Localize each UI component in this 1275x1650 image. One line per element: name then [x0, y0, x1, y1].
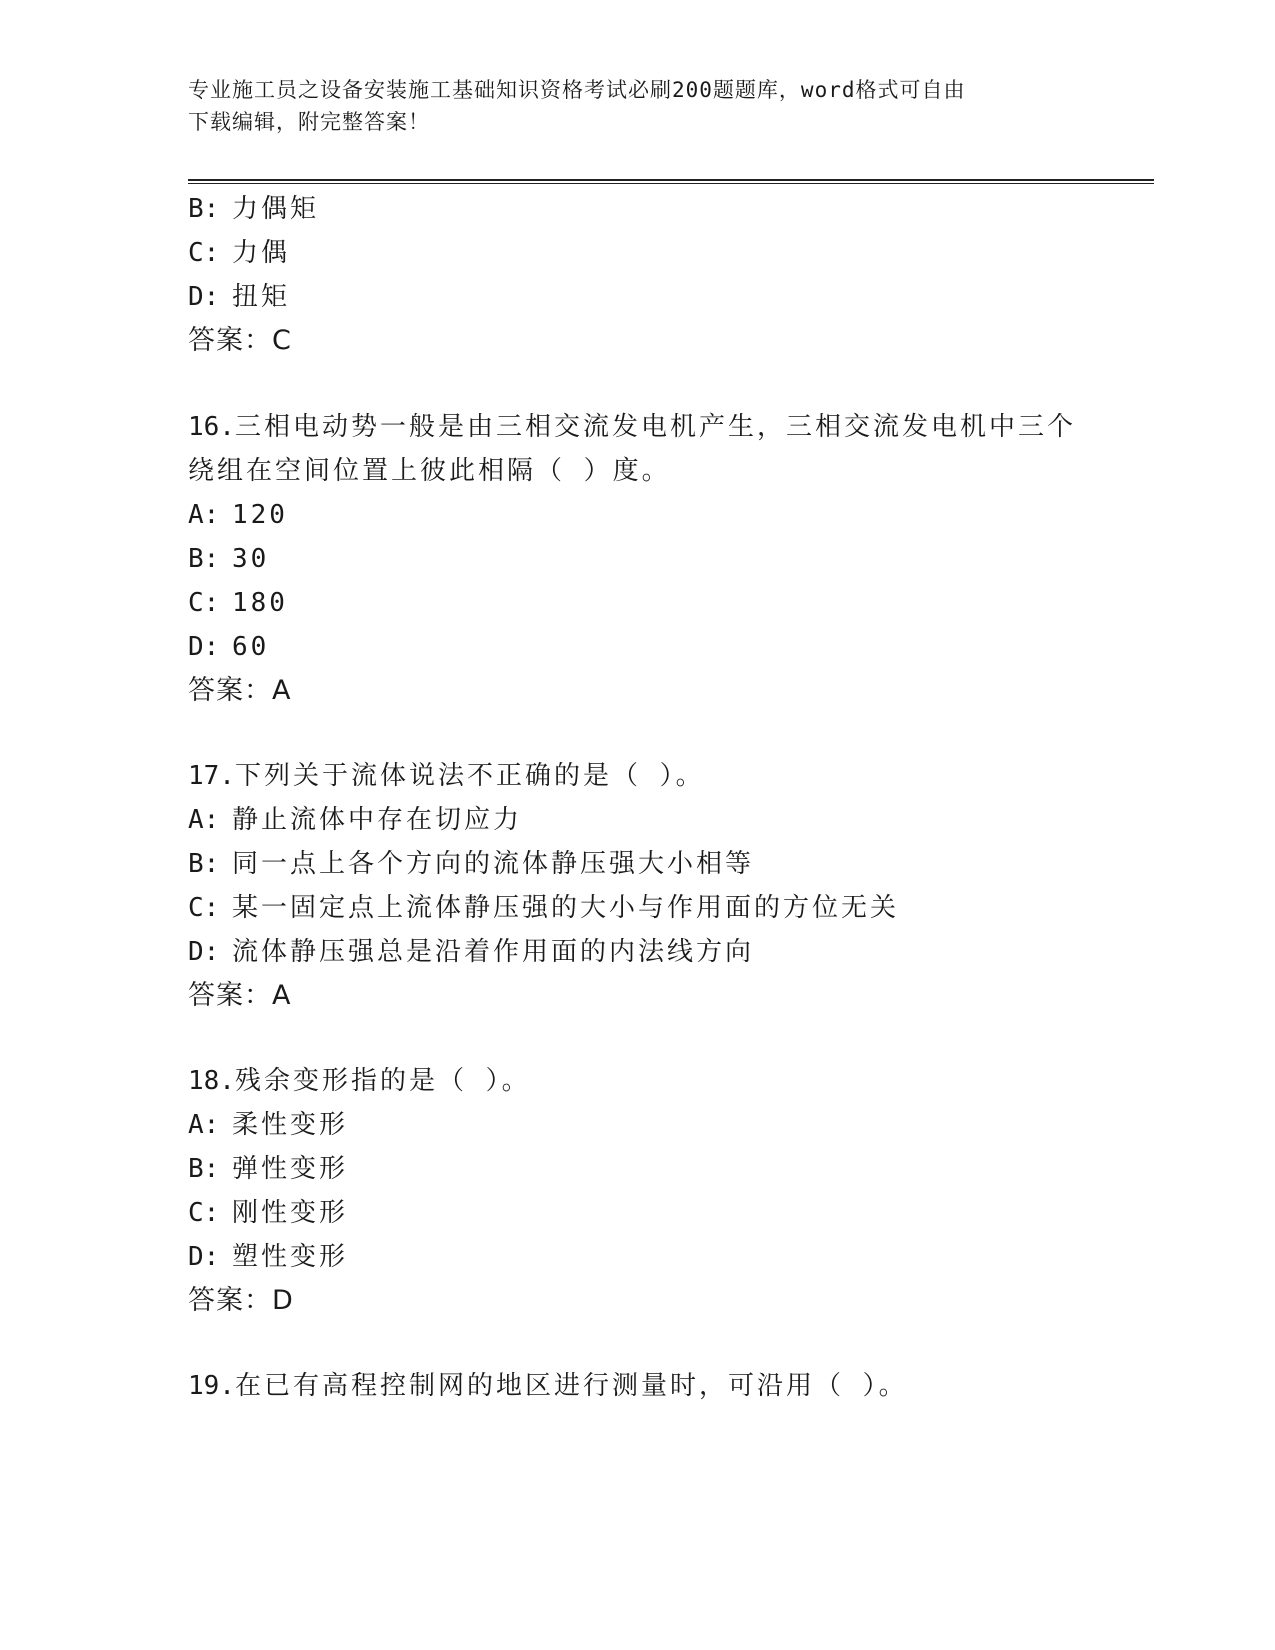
option-letter: B:: [188, 849, 220, 879]
q16-option-c: [188, 586, 288, 620]
q18-option-c: [188, 1196, 348, 1230]
question-16-line-1: [188, 410, 1076, 444]
q16-answer: 答案：A: [188, 675, 292, 706]
q18-answer: 答案：D: [188, 1285, 294, 1316]
option-text: 柔性变形: [232, 1110, 349, 1140]
q17-option-c: [188, 891, 899, 925]
option-letter: A:: [188, 805, 220, 835]
q16-option-a: [188, 498, 288, 532]
question-number: 16.: [188, 412, 235, 442]
option-letter: C:: [188, 238, 220, 268]
option-letter: A:: [188, 1110, 220, 1140]
option-letter: D:: [188, 1242, 220, 1272]
question-16-line-2: 绕组在空间位置上彼此相隔（ ）度。: [188, 456, 671, 486]
question-text: 三相电动势一般是由三相交流发电机产生，三相交流发电机中三个: [234, 412, 1076, 442]
option-text: 静止流体中存在切应力: [232, 805, 523, 835]
question-number: 17.: [188, 761, 235, 791]
q17-option-b: [188, 847, 754, 881]
option-letter: D:: [188, 282, 220, 312]
q17-option-d: [188, 935, 754, 969]
question-text: 下列关于流体说法不正确的是（ ）。: [234, 761, 705, 791]
option-letter: C:: [188, 1198, 220, 1228]
header-title-line-2: 下载编辑，附完整答案！: [188, 110, 430, 134]
question-text: 在已有高程控制网的地区进行测量时，可沿用（ ）。: [234, 1371, 908, 1401]
option-text: 流体静压强总是沿着作用面的内法线方向: [232, 937, 755, 967]
option-text: 30: [232, 544, 270, 574]
header-title-line-1: 专业施工员之设备安装施工基础知识资格考试必刷200题题库，word格式可自由: [188, 78, 966, 102]
prev-answer: 答案：C: [188, 325, 292, 356]
prev-option-b: [188, 192, 319, 226]
option-text: 塑性变形: [232, 1242, 349, 1272]
option-letter: C:: [188, 893, 220, 923]
option-text: 力偶: [232, 238, 291, 268]
option-text: 力偶矩: [232, 194, 320, 224]
q16-option-d: [188, 630, 269, 664]
q18-option-d: [188, 1240, 348, 1274]
question-number: 19.: [188, 1371, 235, 1401]
option-text: 刚性变形: [232, 1198, 349, 1228]
option-text: 同一点上各个方向的流体静压强大小相等: [232, 849, 755, 879]
option-letter: B:: [188, 194, 220, 224]
option-letter: A:: [188, 500, 220, 530]
option-letter: B:: [188, 544, 220, 574]
question-number: 18.: [188, 1066, 235, 1096]
option-letter: B:: [188, 1154, 220, 1184]
option-text: 180: [232, 588, 288, 618]
document-header: [188, 74, 1088, 138]
q17-answer: 答案：A: [188, 980, 292, 1011]
option-letter: D:: [188, 632, 220, 662]
option-text: 弹性变形: [232, 1154, 349, 1184]
prev-option-d: [188, 280, 290, 314]
option-text: 60: [232, 632, 270, 662]
question-18: [188, 1064, 531, 1098]
question-text: 残余变形指的是（ ）。: [234, 1066, 531, 1096]
header-divider-thin: [188, 183, 1154, 184]
q18-option-a: [188, 1108, 348, 1142]
option-text: 扭矩: [232, 282, 291, 312]
header-divider-thick: [188, 179, 1154, 181]
option-letter: D:: [188, 937, 220, 967]
option-text: 某一固定点上流体静压强的大小与作用面的方位无关: [232, 893, 900, 923]
option-letter: C:: [188, 588, 220, 618]
question-17: [188, 759, 705, 793]
q16-option-b: [188, 542, 269, 576]
prev-option-c: [188, 236, 290, 270]
q17-option-a: [188, 803, 522, 837]
option-text: 120: [232, 500, 288, 530]
question-19: [188, 1369, 908, 1403]
q18-option-b: [188, 1152, 348, 1186]
